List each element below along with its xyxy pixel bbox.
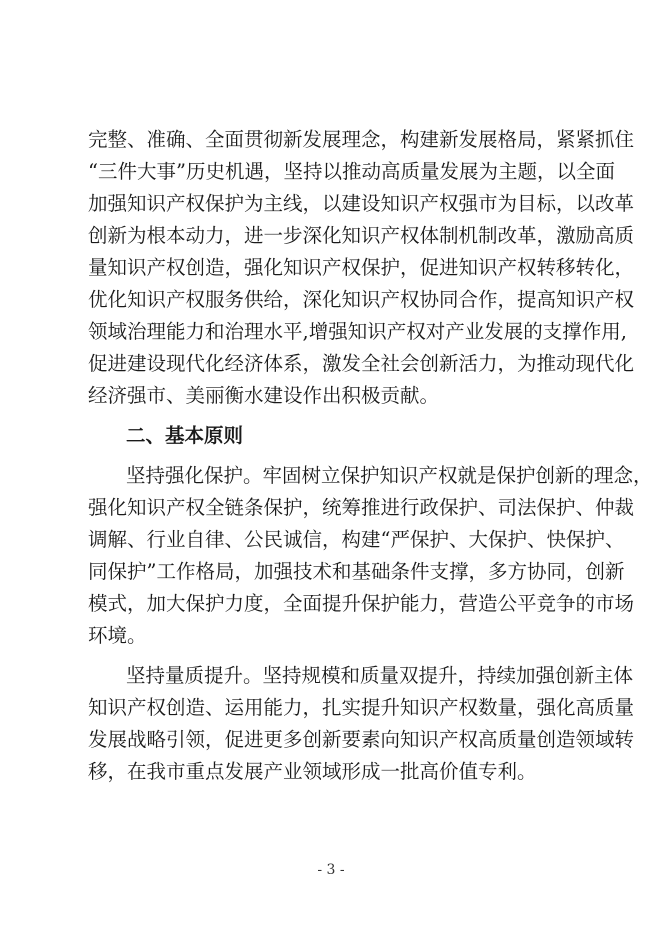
paragraph-3-line: 知识产权创造、运用能力，扎实提升知识产权数量，强化高质量 <box>88 696 635 719</box>
paragraph-1-line: 创新为根本动力，进一步深化知识产权体制机制改革，激励高质 <box>88 224 635 247</box>
paragraph-2-line: 坚持强化保护。牢固树立保护知识产权就是保护创新的理念， <box>126 464 653 487</box>
paragraph-3-line: 坚持量质提升。坚持规模和质量双提升，持续加强创新主体 <box>126 664 634 687</box>
paragraph-1-line: 加强知识产权保护为主线，以建设知识产权强市为目标，以改革 <box>88 192 635 215</box>
paragraph-2-line: 调解、行业自律、公民诚信，构建“严保护、大保护、快保护、 <box>88 528 625 551</box>
paragraph-1-line: 优化知识产权服务供给，深化知识产权协同合作，提高知识产权 <box>88 288 635 311</box>
paragraph-1-line: “三件大事”历史机遇，坚持以推动高质量发展为主题，以全面 <box>88 160 615 183</box>
paragraph-1-line: 量知识产权创造，强化知识产权保护，促进知识产权转移转化， <box>88 256 635 279</box>
paragraph-1-line: 完整、准确、全面贯彻新发展理念，构建新发展格局，紧紧抓住 <box>88 128 635 151</box>
paragraph-1-line: 经济强市、美丽衡水建设作出积极贡献。 <box>88 384 440 407</box>
paragraph-2-line: 模式，加大保护力度，全面提升保护能力，营造公平竞争的市场 <box>88 592 635 615</box>
paragraph-1-line: 促进建设现代化经济体系，激发全社会创新活力，为推动现代化 <box>88 352 635 375</box>
paragraph-2-line: 环境。 <box>88 624 147 647</box>
section-heading: 二、基本原则 <box>126 424 244 447</box>
page-number: - 3 - <box>317 862 345 878</box>
paragraph-3-line: 移，在我市重点发展产业领域形成一批高价值专利。 <box>88 760 537 783</box>
paragraph-1-line: 领域治理能力和治理水平,增强知识产权对产业发展的支撑作用, <box>88 320 627 343</box>
paragraph-2-line: 同保护”工作格局，加强技术和基础条件支撑，多方协同，创新 <box>88 560 625 583</box>
paragraph-2-line: 强化知识产权全链条保护，统筹推进行政保护、司法保护、仲裁 <box>88 496 635 519</box>
paragraph-3-line: 发展战略引领，促进更多创新要素向知识产权高质量创造领域转 <box>88 728 635 751</box>
